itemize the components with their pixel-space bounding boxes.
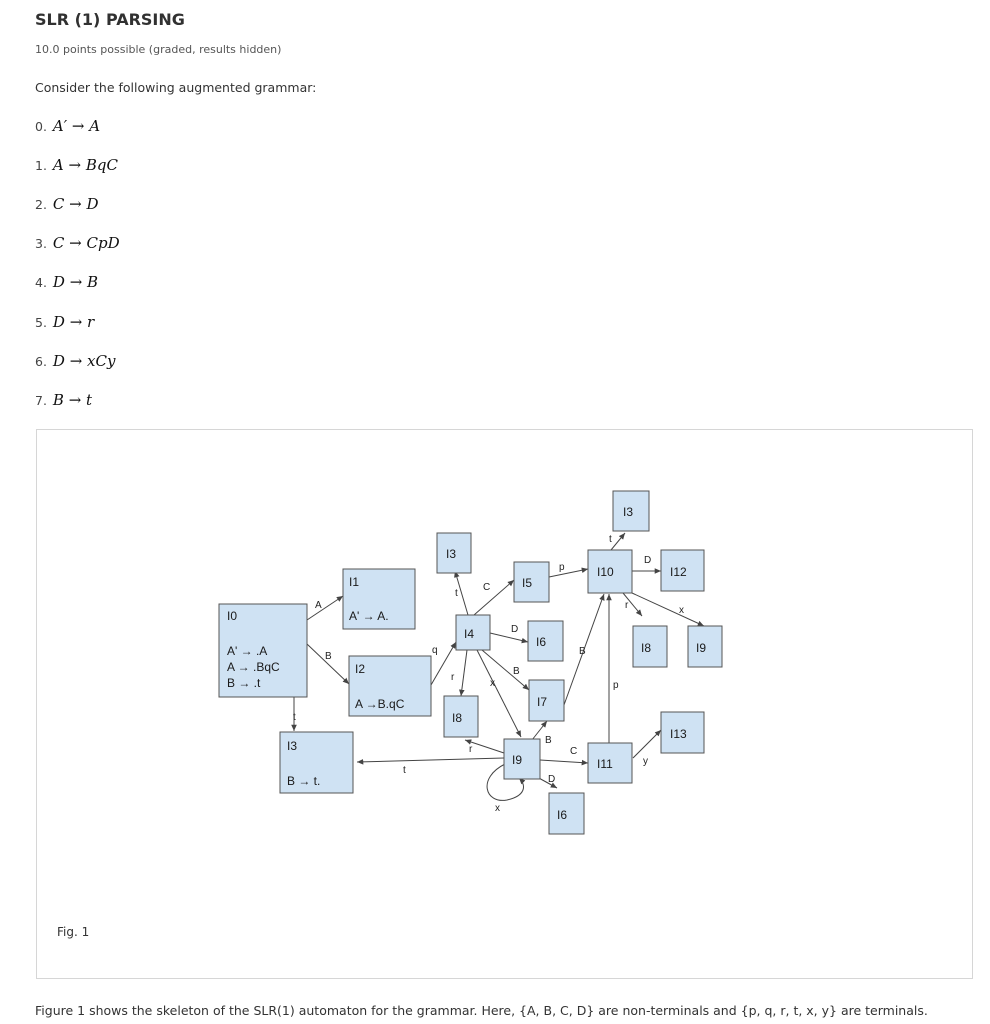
state-i6 <box>528 621 563 661</box>
rule-number: 7. <box>35 393 47 408</box>
edge-label-p: p <box>559 562 565 573</box>
figure-description: Figure 1 shows the skeleton of the SLR(1) automaton for the grammar. Here, {A, B, C, D} are non-terminals and {p, q, r, t, x, y} are terminals. <box>35 1003 928 1018</box>
rule-number: 5. <box>35 315 47 330</box>
state-i0 <box>219 604 307 697</box>
edge-i4-i6 <box>490 633 528 642</box>
state-item: B → t. <box>287 774 321 788</box>
edge-i0-i2 <box>307 644 349 684</box>
grammar-rule <box>35 273 98 291</box>
edge-label-r: r <box>625 600 629 611</box>
state-item: B → .t <box>227 676 261 690</box>
state-i7 <box>529 680 564 721</box>
state-i12 <box>661 550 704 591</box>
rule-production: D → B <box>52 273 99 291</box>
edge-label-y: y <box>643 756 648 767</box>
edge-i10-i3 <box>611 533 625 550</box>
edge-label-b: B <box>325 651 332 662</box>
edge-i5-i10 <box>549 569 588 577</box>
state-label: I4 <box>464 627 475 641</box>
edge-i10-i9 <box>632 593 704 626</box>
grammar-rule <box>35 156 118 174</box>
edge-i0-i1 <box>307 596 343 620</box>
state-item: A → .BqC <box>227 660 280 674</box>
edge-label-q: q <box>432 645 438 656</box>
state-i13 <box>661 712 704 753</box>
edge-label-x: x <box>495 803 500 814</box>
rule-number: 6. <box>35 354 47 369</box>
rule-production: C → CpD <box>52 234 120 252</box>
grammar-rule <box>35 117 100 135</box>
edge-label-x: x <box>490 678 495 689</box>
edge-i9-i3 <box>357 758 504 762</box>
state-label: I9 <box>696 641 707 655</box>
grammar-rule <box>35 391 92 409</box>
edge-label-p: p <box>613 680 619 691</box>
edge-label-d: D <box>548 774 556 785</box>
state-label: I1 <box>349 575 360 589</box>
state-label: I8 <box>452 711 463 725</box>
edge-label-b: B <box>513 666 520 677</box>
state-label: I6 <box>557 808 568 822</box>
grammar-rule <box>35 352 115 370</box>
grammar-rule <box>35 313 94 331</box>
state-i5 <box>514 562 549 602</box>
automaton-diagram <box>37 430 974 980</box>
rule-production: B → t <box>52 391 93 409</box>
rule-number: 0. <box>35 119 47 134</box>
edge-label-d: D <box>644 555 652 566</box>
grammar-rule <box>35 195 99 213</box>
rule-number: 3. <box>35 236 47 251</box>
state-label: I8 <box>641 641 652 655</box>
page-title: SLR (1) PARSING <box>35 10 185 29</box>
rule-production: A′ → A <box>52 117 101 135</box>
state-label: I10 <box>597 565 614 579</box>
edge-label-t: t <box>609 534 612 545</box>
state-i8-right <box>633 626 667 667</box>
state-label: I11 <box>597 757 613 771</box>
rule-production: C → D <box>52 195 99 213</box>
state-item: A →B.qC <box>355 697 405 711</box>
points-status: 10.0 points possible (graded, results hidden) <box>35 43 282 56</box>
state-label: I6 <box>536 635 547 649</box>
edge-label-c: C <box>570 746 578 757</box>
edge-i4-i8 <box>461 650 467 696</box>
edge-label-a: A <box>315 600 322 611</box>
edge-label-d: D <box>511 624 519 635</box>
edge-label-t: t <box>293 712 296 723</box>
edge-label-r: r <box>451 672 455 683</box>
edge-label-x: x <box>679 605 684 616</box>
state-i10 <box>588 550 632 593</box>
state-i8 <box>444 696 478 737</box>
state-item: A' → .A <box>227 644 268 658</box>
figure-1 <box>36 429 973 979</box>
edge-label-t: t <box>455 588 458 599</box>
state-label: I3 <box>287 739 298 753</box>
rule-number: 4. <box>35 275 47 290</box>
state-label: I13 <box>670 727 687 741</box>
edge-i9-i11 <box>540 760 588 763</box>
state-i3-upper <box>613 491 649 531</box>
rule-number: 1. <box>35 158 47 173</box>
state-i4 <box>456 615 490 650</box>
state-i11 <box>588 743 632 783</box>
state-i1 <box>343 569 415 629</box>
edge-label-r: r <box>469 744 473 755</box>
state-label: I9 <box>512 753 523 767</box>
intro-text: Consider the following augmented grammar: <box>35 80 317 95</box>
state-i3-top <box>437 533 471 573</box>
edge-label-b: B <box>545 735 552 746</box>
state-label: I12 <box>670 565 687 579</box>
edge-i4-i5 <box>474 580 514 615</box>
rule-production: D → xCy <box>52 352 116 370</box>
edge-i11-i13 <box>633 730 661 758</box>
state-i2 <box>349 656 431 716</box>
edge-label-t: t <box>403 765 406 776</box>
edge-label-c: C <box>483 582 491 593</box>
state-label: I5 <box>522 576 533 590</box>
rule-production: D → r <box>52 313 95 331</box>
state-label: I7 <box>537 695 548 709</box>
state-i9 <box>504 739 540 779</box>
edge-label-b: B <box>579 646 586 657</box>
rule-production: A → BqC <box>52 156 118 174</box>
state-label: I3 <box>446 547 457 561</box>
edge-i4-i9 <box>477 650 521 737</box>
state-label: I0 <box>227 609 238 623</box>
grammar-rule <box>35 234 120 252</box>
state-label: I3 <box>623 505 634 519</box>
figure-caption: Fig. 1 <box>57 925 90 939</box>
state-item: A' → A. <box>349 609 389 623</box>
state-i6-bottom <box>549 793 584 834</box>
state-i3 <box>280 732 353 793</box>
rule-number: 2. <box>35 197 47 212</box>
state-label: I2 <box>355 662 366 676</box>
state-i9-right <box>688 626 722 667</box>
